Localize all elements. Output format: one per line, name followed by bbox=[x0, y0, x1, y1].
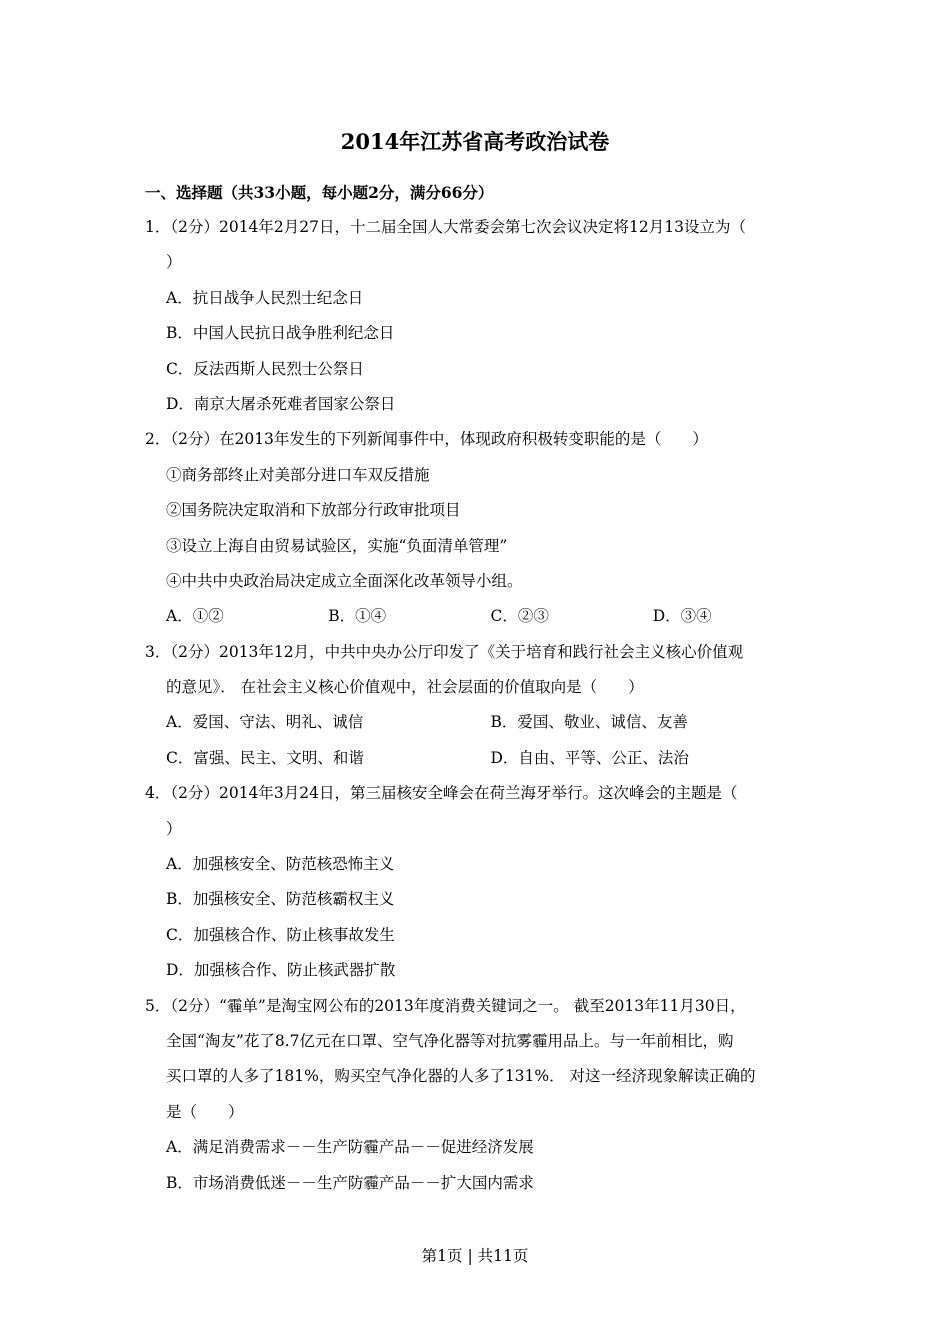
question-text: 3．（2分）2013年12月，中共中央办公厅印发了《关于培育和践行社会主义核心价值观 bbox=[145, 642, 744, 661]
option-c: C．②③ bbox=[490, 607, 549, 626]
option-a: A．加强核安全、防范核恐怖主义 bbox=[166, 855, 395, 874]
option-b: B．爱国、敬业、诚信、友善 bbox=[490, 713, 688, 732]
page-title: 2014年江苏省高考政治试卷 bbox=[340, 129, 610, 154]
option-d: D．南京大屠杀死难者国家公祭日 bbox=[166, 394, 396, 413]
option-a: A．爱国、守法、明礼、诚信 bbox=[166, 713, 364, 732]
option-d: D．自由、平等、公正、法治 bbox=[490, 748, 689, 767]
question-text: ） bbox=[166, 253, 182, 272]
statement-4: ④中共中央政治局决定成立全面深化改革领导小组。 bbox=[166, 571, 523, 590]
question-2 bbox=[145, 422, 815, 634]
question-text: 的意见》． 在社会主义核心价值观中，社会层面的价值取向是（ ） bbox=[166, 678, 644, 697]
question-3 bbox=[145, 635, 815, 777]
page-footer: 第1页 | 共11页 bbox=[421, 1247, 529, 1265]
option-a: A．满足消费需求－－生产防霾产品－－促进经济发展 bbox=[166, 1138, 534, 1157]
option-d: D．③④ bbox=[652, 607, 712, 626]
option-d: D．加强核合作、防止核武器扩散 bbox=[166, 961, 396, 980]
question-text: 2．（2分）在2013年发生的下列新闻事件中，体现政府积极转变职能的是（ ） bbox=[145, 430, 708, 449]
question-text: 买口罩的人多了181%，购买空气净化器的人多了131%． 对这一经济现象解读正确的 bbox=[166, 1067, 756, 1086]
question-text: 5．（2分）“霾单”是淘宝网公布的2013年度消费关键词之一。 截至2013年11月30日， bbox=[145, 996, 746, 1015]
question-text: 4．（2分）2014年3月24日，第三届核安全峰会在荷兰海牙举行。这次峰会的主题是（ bbox=[145, 784, 738, 803]
option-a: A．①② bbox=[166, 607, 224, 626]
option-b: B．①④ bbox=[328, 607, 387, 626]
question-text: ） bbox=[166, 819, 182, 838]
option-c: C．富强、民主、文明、和谐 bbox=[166, 748, 364, 767]
questions bbox=[145, 210, 815, 1201]
section-heading: 一、选择题（共33小题，每小题2分，满分66分） bbox=[145, 183, 494, 202]
statement-3: ③设立上海自由贸易试验区，实施“负面清单管理” bbox=[166, 536, 508, 555]
question-text: 全国“淘友”花了8.7亿元在口罩、空气净化器等对抗雾霾用品上。与一年前相比，购 bbox=[166, 1031, 734, 1050]
option-c: C．反法西斯人民烈士公祭日 bbox=[166, 359, 364, 378]
option-a: A．抗日战争人民烈士纪念日 bbox=[166, 288, 364, 307]
option-b: B．加强核安全、防范核霸权主义 bbox=[166, 890, 395, 909]
statement-2: ②国务院决定取消和下放部分行政审批项目 bbox=[166, 501, 461, 520]
option-c: C．加强核合作、防止核事故发生 bbox=[166, 925, 395, 944]
question-text: 是（ ） bbox=[166, 1102, 244, 1121]
question-5 bbox=[145, 989, 815, 1201]
option-b: B．中国人民抗日战争胜利纪念日 bbox=[166, 324, 395, 343]
option-b: B．市场消费低迷－－生产防霾产品－－扩大国内需求 bbox=[166, 1173, 534, 1192]
question-4 bbox=[145, 776, 815, 988]
statement-1: ①商务部终止对美部分进口车双反措施 bbox=[166, 465, 430, 484]
question-1 bbox=[145, 210, 815, 422]
question-text: 1．（2分）2014年2月27日，十二届全国人大常委会第七次会议决定将12月13设立为（ bbox=[145, 218, 746, 236]
